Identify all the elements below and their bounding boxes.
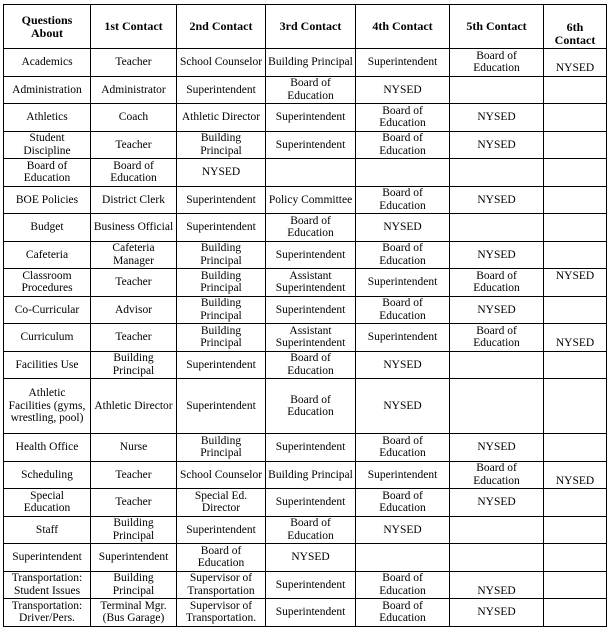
contact-2-cell: Building Principal [177, 296, 266, 324]
table-row [4, 599, 607, 627]
contact-5-cell [450, 214, 544, 242]
contact-1-cell: District Clerk [91, 186, 177, 214]
contact-6-cell: NYSED [544, 269, 607, 297]
header-questions: Questions About [4, 5, 91, 49]
contact-5-cell [450, 159, 544, 187]
contact-6-cell [544, 214, 607, 242]
contact-3-cell: Superintendent [266, 131, 356, 159]
contact-2-cell: Building Principal [177, 241, 266, 269]
table-row [4, 159, 607, 187]
contact-2-cell: School Counselor [177, 461, 266, 489]
contact-6-cell [544, 296, 607, 324]
contact-2-cell: Superintendent [177, 186, 266, 214]
contact-table [3, 4, 607, 627]
contact-4-cell: Superintendent [356, 324, 450, 352]
table-row [4, 434, 607, 462]
table-row [4, 571, 607, 599]
topic-cell: Facilities Use [4, 351, 91, 379]
contact-3-cell: Building Principal [266, 49, 356, 77]
contact-6-cell [544, 159, 607, 187]
contact-2-cell: Supervisor of Transportation [177, 571, 266, 599]
contact-2-cell: Board of Education [177, 544, 266, 572]
contact-2-cell: Superintendent [177, 516, 266, 544]
topic-cell: Transportation: Student Issues [4, 571, 91, 599]
contact-4-cell [356, 544, 450, 572]
contact-4-cell: Superintendent [356, 461, 450, 489]
header-contact-5: 5th Contact [450, 5, 544, 49]
contact-4-cell [356, 159, 450, 187]
contact-5-cell: NYSED [450, 599, 544, 627]
contact-6-cell [544, 76, 607, 104]
contact-3-cell: Board of Education [266, 76, 356, 104]
topic-cell: BOE Policies [4, 186, 91, 214]
contact-2-cell: Supervisor of Transportation. [177, 599, 266, 627]
contact-1-cell: Building Principal [91, 571, 177, 599]
contact-4-cell: Board of Education [356, 571, 450, 599]
topic-cell: Athletics [4, 104, 91, 132]
contact-2-cell: Superintendent [177, 76, 266, 104]
contact-4-cell: Board of Education [356, 599, 450, 627]
contact-3-cell [266, 159, 356, 187]
contact-5-cell: NYSED [450, 489, 544, 517]
contact-2-cell: Building Principal [177, 131, 266, 159]
topic-cell: Classroom Procedures [4, 269, 91, 297]
contact-4-cell: Board of Education [356, 489, 450, 517]
contact-5-cell [450, 76, 544, 104]
contact-1-cell: Building Principal [91, 516, 177, 544]
contact-5-cell: NYSED [450, 296, 544, 324]
contact-4-cell: NYSED [356, 516, 450, 544]
contact-1-cell: Teacher [91, 489, 177, 517]
contact-5-cell [450, 544, 544, 572]
contact-5-cell [450, 379, 544, 434]
contact-1-cell: Cafeteria Manager [91, 241, 177, 269]
contact-5-cell: NYSED [450, 104, 544, 132]
contact-1-cell: Building Principal [91, 351, 177, 379]
contact-6-cell [544, 104, 607, 132]
contact-6-cell [544, 599, 607, 627]
contact-3-cell: Superintendent [266, 434, 356, 462]
table-row [4, 324, 607, 352]
contact-4-cell: NYSED [356, 214, 450, 242]
contact-1-cell: Coach [91, 104, 177, 132]
header-contact-2: 2nd Contact [177, 5, 266, 49]
table-row [4, 131, 607, 159]
contact-3-cell: Assistant Superintendent [266, 324, 356, 352]
contact-6-cell [544, 434, 607, 462]
table-row [4, 214, 607, 242]
table-row [4, 296, 607, 324]
contact-5-cell: Board of Education [450, 269, 544, 297]
contact-2-cell: Building Principal [177, 324, 266, 352]
table-row [4, 461, 607, 489]
contact-6-cell: NYSED [544, 49, 607, 77]
topic-cell: Staff [4, 516, 91, 544]
contact-6-cell [544, 489, 607, 517]
contact-2-cell: Special Ed. Director [177, 489, 266, 517]
contact-3-cell: Superintendent [266, 241, 356, 269]
contact-1-cell: Athletic Director [91, 379, 177, 434]
contact-3-cell: Superintendent [266, 599, 356, 627]
contact-2-cell: Superintendent [177, 214, 266, 242]
contact-6-cell [544, 379, 607, 434]
contact-6-cell [544, 516, 607, 544]
contact-3-cell: Board of Education [266, 214, 356, 242]
contact-2-cell: Building Principal [177, 269, 266, 297]
contact-2-cell: Superintendent [177, 379, 266, 434]
contact-2-cell: Building Principal [177, 434, 266, 462]
contact-4-cell: NYSED [356, 379, 450, 434]
contact-2-cell: NYSED [177, 159, 266, 187]
contact-4-cell: Superintendent [356, 49, 450, 77]
contact-3-cell: Board of Education [266, 516, 356, 544]
contact-5-cell: NYSED [450, 571, 544, 599]
topic-cell: Transportation: Driver/Pers. [4, 599, 91, 627]
contact-5-cell: NYSED [450, 434, 544, 462]
table-row [4, 76, 607, 104]
contact-1-cell: Teacher [91, 324, 177, 352]
contact-6-cell: NYSED [544, 324, 607, 352]
contact-2-cell: Superintendent [177, 351, 266, 379]
contact-1-cell: Teacher [91, 49, 177, 77]
contact-5-cell: NYSED [450, 186, 544, 214]
contact-3-cell: NYSED [266, 544, 356, 572]
contact-6-cell: NYSED [544, 461, 607, 489]
table-row [4, 544, 607, 572]
contact-3-cell: Superintendent [266, 296, 356, 324]
table-row [4, 351, 607, 379]
topic-cell: Scheduling [4, 461, 91, 489]
contact-3-cell: Superintendent [266, 489, 356, 517]
table-row [4, 379, 607, 434]
contact-4-cell: NYSED [356, 351, 450, 379]
table-row [4, 489, 607, 517]
header-contact-4: 4th Contact [356, 5, 450, 49]
header-contact-3: 3rd Contact [266, 5, 356, 49]
contact-6-cell [544, 351, 607, 379]
contact-4-cell: Board of Education [356, 241, 450, 269]
table-row [4, 241, 607, 269]
topic-cell: Student Discipline [4, 131, 91, 159]
contact-1-cell: Teacher [91, 269, 177, 297]
contact-6-cell [544, 131, 607, 159]
contact-4-cell: Board of Education [356, 131, 450, 159]
topic-cell: Health Office [4, 434, 91, 462]
contact-5-cell: NYSED [450, 131, 544, 159]
contact-5-cell: Board of Education [450, 324, 544, 352]
contact-4-cell: Board of Education [356, 186, 450, 214]
contact-4-cell: NYSED [356, 76, 450, 104]
contact-4-cell: Board of Education [356, 296, 450, 324]
contact-1-cell: Teacher [91, 131, 177, 159]
contact-1-cell: Advisor [91, 296, 177, 324]
header-row [4, 5, 607, 49]
contact-6-cell [544, 544, 607, 572]
contact-3-cell: Building Principal [266, 461, 356, 489]
contact-6-cell [544, 186, 607, 214]
contact-3-cell: Policy Committee [266, 186, 356, 214]
contact-3-cell: Assistant Superintendent [266, 269, 356, 297]
contact-4-cell: Board of Education [356, 104, 450, 132]
table-row [4, 104, 607, 132]
table-row [4, 269, 607, 297]
contact-3-cell: Superintendent [266, 571, 356, 599]
table-row [4, 49, 607, 77]
contact-3-cell: Board of Education [266, 379, 356, 434]
contact-1-cell: Teacher [91, 461, 177, 489]
topic-cell: Budget [4, 214, 91, 242]
topic-cell: Co-Curricular [4, 296, 91, 324]
contact-1-cell: Terminal Mgr. (Bus Garage) [91, 599, 177, 627]
topic-cell: Athletic Facilities (gyms, wrestling, pool) [4, 379, 91, 434]
contact-1-cell: Superintendent [91, 544, 177, 572]
topic-cell: Special Education [4, 489, 91, 517]
contact-4-cell: Superintendent [356, 269, 450, 297]
topic-cell: Board of Education [4, 159, 91, 187]
contact-2-cell: Athletic Director [177, 104, 266, 132]
topic-cell: Superintendent [4, 544, 91, 572]
contact-5-cell: Board of Education [450, 461, 544, 489]
contact-1-cell: Nurse [91, 434, 177, 462]
contact-4-cell: Board of Education [356, 434, 450, 462]
contact-5-cell: NYSED [450, 241, 544, 269]
contact-2-cell: School Counselor [177, 49, 266, 77]
topic-cell: Curriculum [4, 324, 91, 352]
contact-3-cell: Superintendent [266, 104, 356, 132]
table-row [4, 186, 607, 214]
contact-6-cell [544, 241, 607, 269]
contact-5-cell [450, 351, 544, 379]
contact-1-cell: Board of Education [91, 159, 177, 187]
contact-5-cell: Board of Education [450, 49, 544, 77]
table-row [4, 516, 607, 544]
header-contact-1: 1st Contact [91, 5, 177, 49]
contact-3-cell: Board of Education [266, 351, 356, 379]
contact-1-cell: Administrator [91, 76, 177, 104]
topic-cell: Cafeteria [4, 241, 91, 269]
contact-6-cell [544, 571, 607, 599]
contact-5-cell [450, 516, 544, 544]
contact-1-cell: Business Official [91, 214, 177, 242]
topic-cell: Academics [4, 49, 91, 77]
header-contact-6: 6th Contact [544, 5, 607, 49]
topic-cell: Administration [4, 76, 91, 104]
